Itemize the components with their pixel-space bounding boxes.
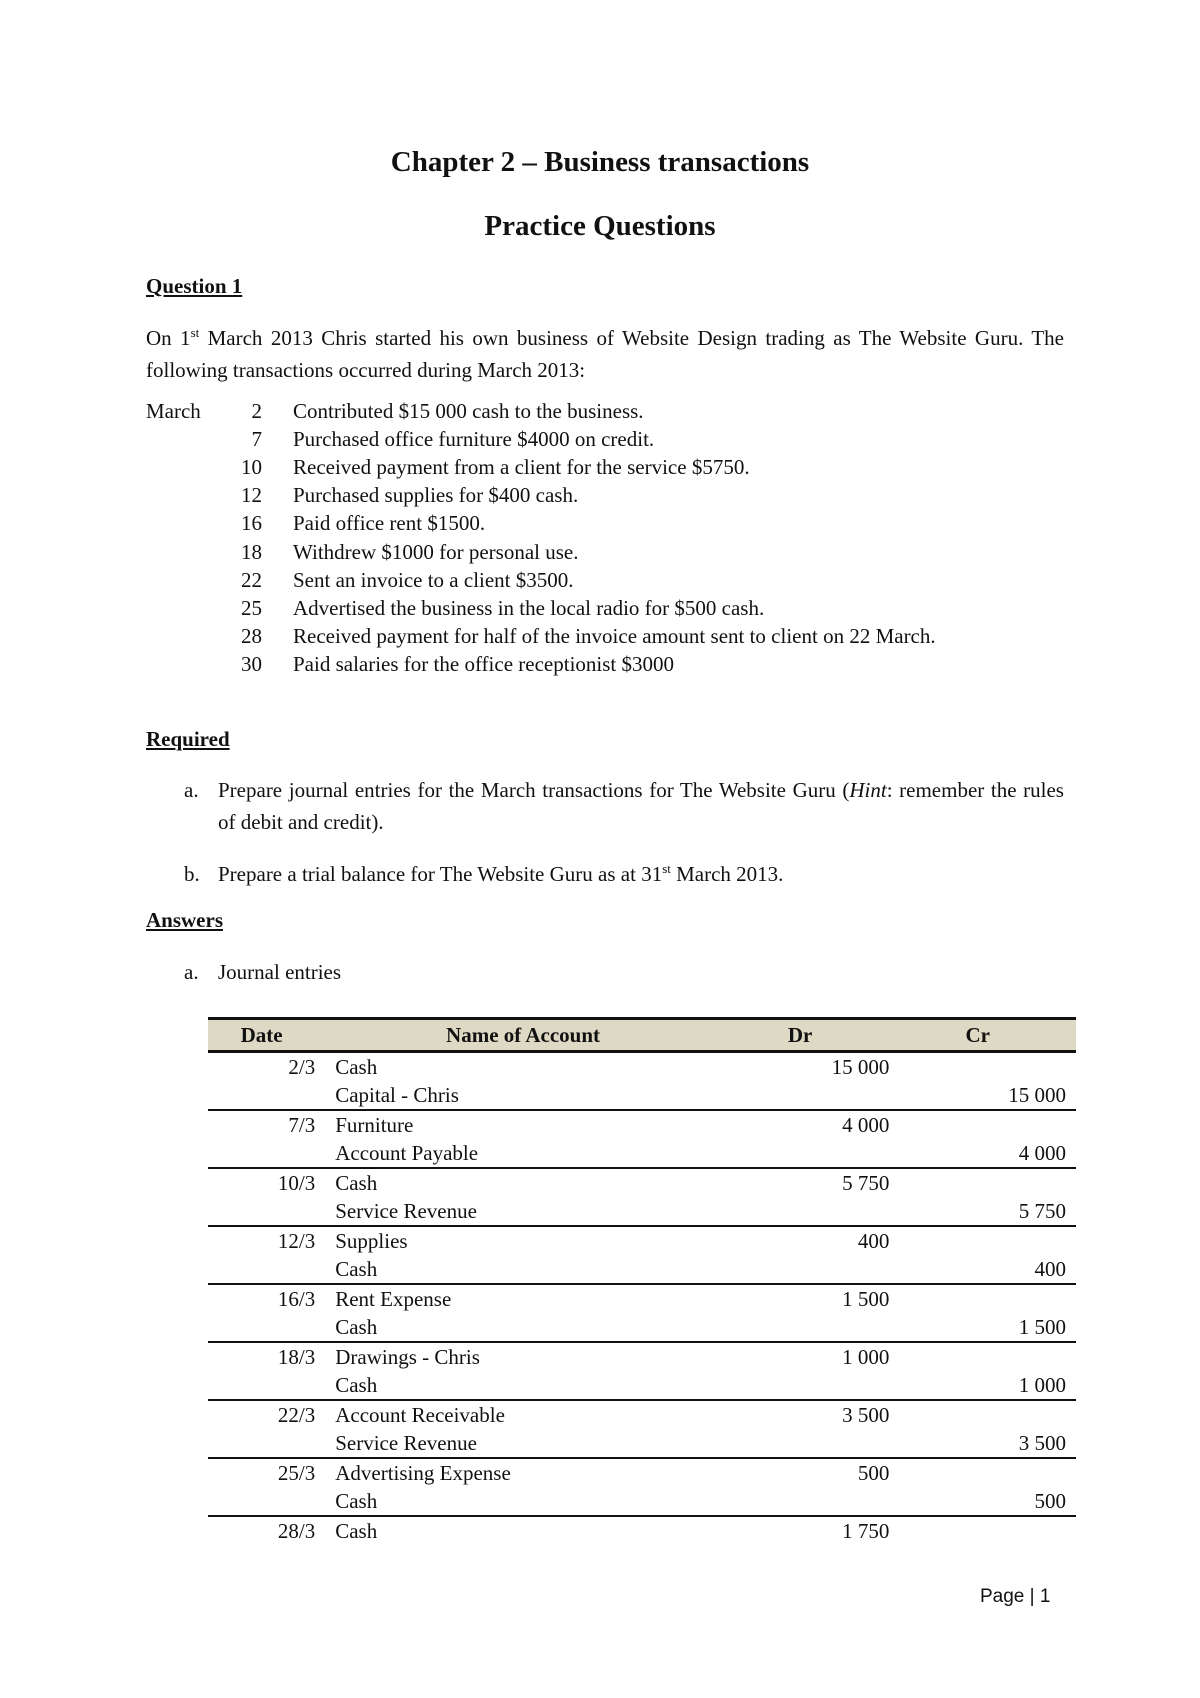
transaction-day: 18	[241, 539, 262, 564]
hint-label: Hint	[849, 778, 887, 802]
journal-dr-cell	[711, 1081, 890, 1110]
journal-date-cell: 22/3	[277, 1403, 316, 1427]
transaction-description: Received payment from a client for the service $5750.	[293, 455, 750, 480]
journal-account-cell: Cash	[315, 1313, 711, 1342]
transaction-day: 12	[241, 483, 262, 508]
journal-account-cell: Cash	[315, 1371, 711, 1400]
journal-account-cell: Cash	[315, 1487, 711, 1516]
footer-page-label: Page	[980, 1586, 1025, 1607]
journal-account-cell: Service Revenue	[315, 1429, 711, 1458]
transaction-day: 28	[241, 623, 262, 648]
journal-cr-cell	[889, 1168, 1076, 1197]
journal-account-cell: Furniture	[335, 1113, 414, 1137]
transaction-day: 2	[251, 399, 262, 423]
journal-dr-cell: 3 500	[842, 1403, 890, 1427]
journal-dr-cell	[711, 1371, 890, 1400]
journal-cr-cell: 400	[889, 1255, 1076, 1284]
journal-date-cell: 10/3	[277, 1171, 316, 1195]
answer-item-text: Journal entries	[218, 960, 342, 984]
transaction-description: Purchased office furniture $4000 on credit.	[293, 427, 655, 452]
journal-dr-cell: 1 750	[842, 1519, 890, 1543]
required-item-superscript: st	[662, 861, 671, 876]
column-header-cr: Cr	[889, 1019, 1076, 1052]
journal-cr-cell: 1 000	[889, 1371, 1076, 1400]
transaction-day: 7	[251, 427, 262, 452]
intro-superscript: st	[190, 325, 200, 340]
journal-entries-table	[208, 1017, 1076, 1545]
table-row	[208, 1284, 1076, 1313]
table-row	[208, 1371, 1076, 1400]
transaction-description: Paid salaries for the office receptionist $3000	[293, 651, 674, 676]
journal-cr-cell: 15 000	[889, 1081, 1076, 1110]
table-row	[208, 1197, 1076, 1226]
journal-date-cell: 18/3	[277, 1345, 316, 1369]
journal-date-cell	[208, 1255, 315, 1284]
table-row	[208, 1429, 1076, 1458]
required-item-text-before: Prepare journal entries for the March transactions for The Website Guru (	[218, 778, 850, 802]
journal-date-cell	[208, 1139, 315, 1168]
journal-dr-cell	[711, 1313, 890, 1342]
required-item-text-after: March 2013.	[670, 862, 784, 886]
intro-paragraph	[146, 322, 1064, 386]
journal-account-cell: Account Receivable	[335, 1403, 505, 1427]
column-header-account: Name of Account	[315, 1019, 711, 1052]
table-row	[208, 1313, 1076, 1342]
transaction-day: 25	[241, 595, 262, 620]
transaction-description: Sent an invoice to a client $3500.	[293, 567, 574, 592]
journal-date-cell: 2/3	[288, 1055, 316, 1079]
required-item-text	[218, 774, 1064, 838]
required-item-text	[218, 858, 1064, 890]
answers-heading: Answers	[146, 908, 223, 932]
journal-body	[208, 1052, 1076, 1546]
table-row	[208, 1168, 1076, 1197]
required-item-text-before: Prepare a trial balance for The Website Guru as at 31	[218, 862, 663, 886]
journal-cr-cell	[889, 1342, 1076, 1371]
journal-dr-cell	[711, 1197, 890, 1226]
journal-dr-cell: 400	[857, 1229, 890, 1253]
journal-dr-cell	[711, 1429, 890, 1458]
transaction-description: Advertised the business in the local radio for $500 cash.	[293, 595, 765, 620]
journal-dr-cell: 1 500	[842, 1287, 890, 1311]
transaction-month: March	[146, 399, 201, 423]
journal-account-cell: Cash	[315, 1255, 711, 1284]
transaction-description: Contributed $15 000 cash to the business.	[293, 399, 644, 423]
journal-dr-cell: 15 000	[831, 1055, 890, 1079]
journal-account-cell: Drawings - Chris	[335, 1345, 480, 1369]
transaction-day: 16	[241, 511, 262, 536]
journal-dr-cell: 500	[857, 1461, 890, 1485]
journal-dr-cell: 5 750	[842, 1171, 890, 1195]
journal-dr-cell: 1 000	[842, 1345, 890, 1369]
journal-cr-cell: 1 500	[889, 1313, 1076, 1342]
transaction-description: Withdrew $1000 for personal use.	[293, 539, 579, 564]
journal-account-cell: Cash	[335, 1171, 378, 1195]
transaction-description: Paid office rent $1500.	[293, 511, 486, 536]
table-row	[208, 1487, 1076, 1516]
table-row	[208, 1110, 1076, 1139]
table-row	[208, 1400, 1076, 1429]
journal-date-cell: 7/3	[288, 1113, 316, 1137]
transaction-day: 30	[241, 651, 262, 676]
answer-item-letter: a.	[184, 960, 199, 984]
required-heading: Required	[146, 727, 230, 751]
table-row	[208, 1226, 1076, 1255]
journal-date-cell	[208, 1371, 315, 1400]
journal-cr-cell	[889, 1284, 1076, 1313]
journal-dr-cell	[711, 1139, 890, 1168]
journal-account-cell: Advertising Expense	[335, 1461, 511, 1485]
transaction-day: 22	[241, 567, 262, 592]
transaction-day: 10	[241, 455, 262, 480]
question-heading: Question 1	[146, 274, 243, 298]
journal-cr-cell	[889, 1516, 1076, 1545]
journal-date-cell	[208, 1429, 315, 1458]
transaction-description: Purchased supplies for $400 cash.	[293, 483, 579, 508]
table-row	[208, 1516, 1076, 1545]
footer-separator: |	[1029, 1586, 1035, 1607]
transaction-description: Received payment for half of the invoice amount sent to client on 22 March.	[293, 623, 936, 648]
journal-cr-cell: 5 750	[889, 1197, 1076, 1226]
journal-account-cell: Cash	[335, 1055, 378, 1079]
required-item-letter: b.	[184, 862, 200, 886]
journal-account-cell: Service Revenue	[315, 1197, 711, 1226]
required-item-text-after: : remember the rules of debit and credit).	[218, 778, 1064, 834]
journal-dr-cell	[711, 1255, 890, 1284]
journal-cr-cell	[889, 1400, 1076, 1429]
table-row	[208, 1342, 1076, 1371]
page-footer	[980, 1586, 1050, 1608]
journal-cr-cell	[889, 1052, 1076, 1082]
journal-dr-cell: 4 000	[842, 1113, 890, 1137]
intro-rest: March 2013 Chris started his own business of Website Design trading as The Website Guru. The following transactions occurred during March 2013:	[146, 326, 1064, 382]
journal-date-cell: 28/3	[277, 1519, 316, 1543]
intro-prefix: On 1	[146, 326, 191, 350]
footer-page-number: 1	[1039, 1586, 1051, 1607]
journal-account-cell: Account Payable	[315, 1139, 711, 1168]
journal-account-cell: Supplies	[335, 1229, 408, 1253]
journal-header-row	[208, 1019, 1076, 1052]
journal-date-cell	[208, 1197, 315, 1226]
journal-cr-cell: 3 500	[889, 1429, 1076, 1458]
journal-cr-cell	[889, 1458, 1076, 1487]
column-header-date: Date	[208, 1019, 315, 1052]
journal-date-cell: 25/3	[277, 1461, 316, 1485]
journal-dr-cell	[711, 1487, 890, 1516]
chapter-title: Chapter 2 – Business transactions	[390, 146, 810, 178]
journal-date-cell: 12/3	[277, 1229, 316, 1253]
journal-cr-cell	[889, 1110, 1076, 1139]
journal-account-cell: Capital - Chris	[315, 1081, 711, 1110]
table-row	[208, 1458, 1076, 1487]
journal-account-cell: Rent Expense	[335, 1287, 452, 1311]
required-item-letter: a.	[184, 778, 199, 802]
journal-account-cell: Cash	[335, 1519, 378, 1543]
journal-date-cell	[208, 1313, 315, 1342]
journal-cr-cell: 500	[889, 1487, 1076, 1516]
journal-cr-cell: 4 000	[889, 1139, 1076, 1168]
journal-cr-cell	[889, 1226, 1076, 1255]
page-subtitle: Practice Questions	[484, 210, 716, 242]
table-row	[208, 1081, 1076, 1110]
column-header-dr: Dr	[711, 1019, 890, 1052]
journal-date-cell: 16/3	[277, 1287, 316, 1311]
table-row	[208, 1052, 1076, 1082]
table-row	[208, 1255, 1076, 1284]
table-row	[208, 1139, 1076, 1168]
journal-date-cell	[208, 1081, 315, 1110]
journal-date-cell	[208, 1487, 315, 1516]
